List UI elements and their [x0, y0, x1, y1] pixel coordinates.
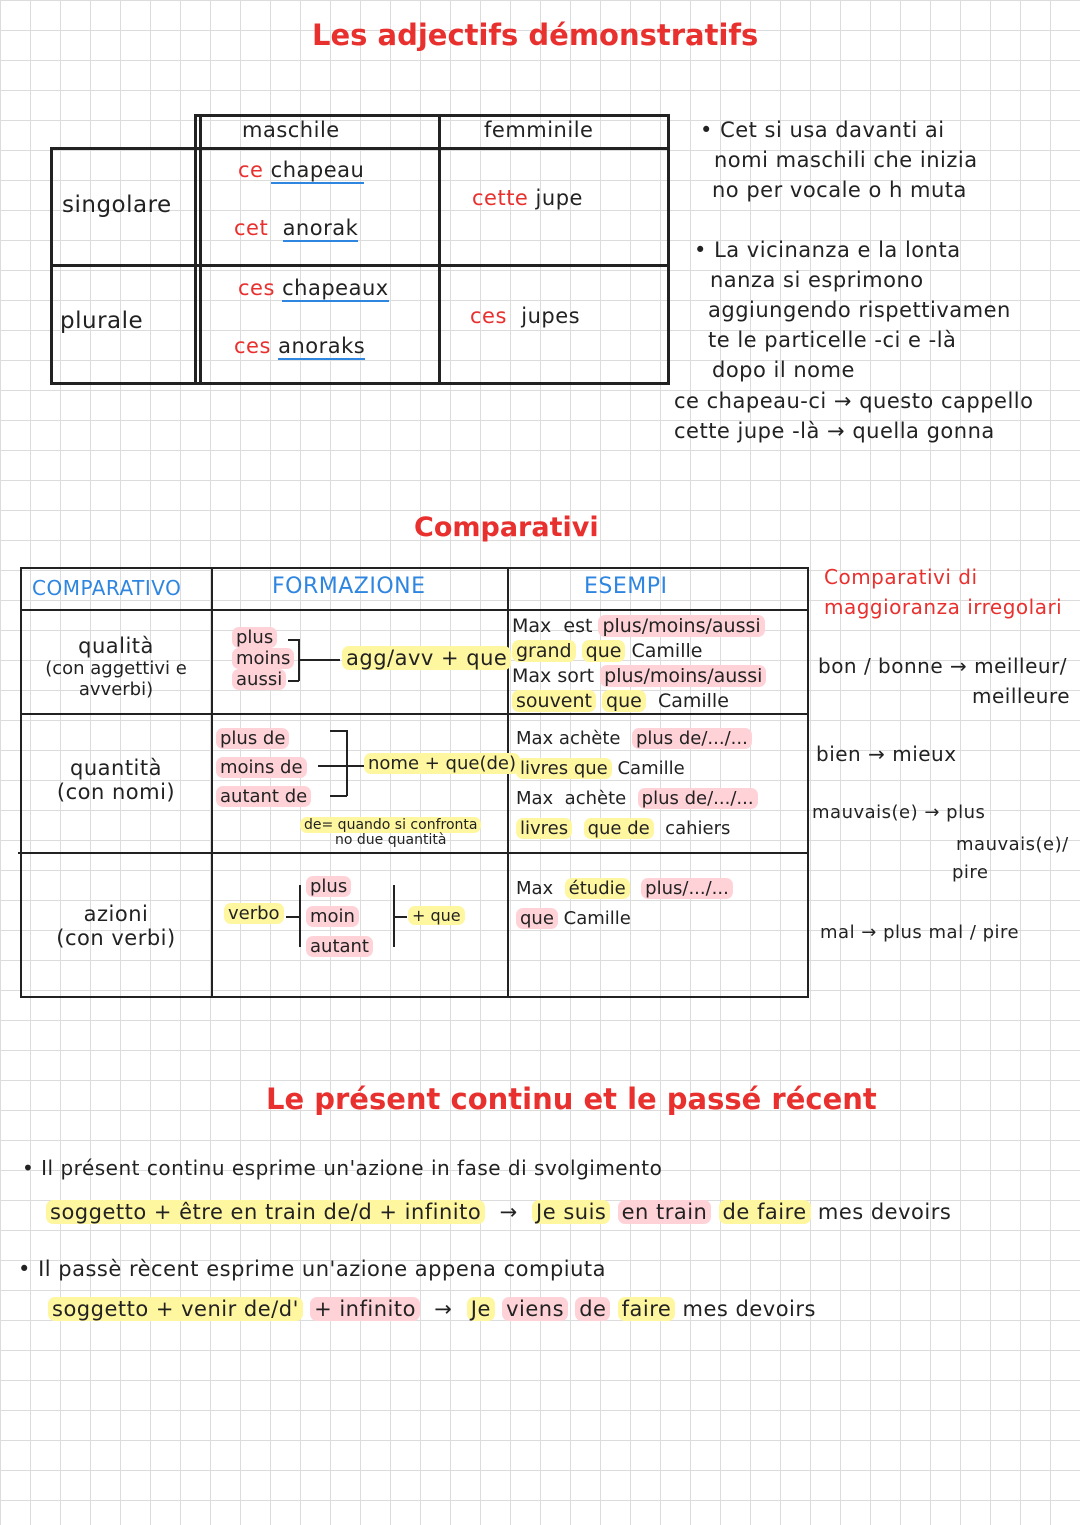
header-comparativo: COMPARATIVO	[32, 576, 182, 600]
formation-qualita-result: agg/avv + que	[342, 646, 511, 670]
note-line: aggiungendo rispettivamen	[708, 298, 1011, 322]
passe-recent-formula: soggetto + venir de/d' + infinito → Je viens de faire mes devoirs	[48, 1297, 816, 1321]
row-label-plurale: plurale	[60, 308, 144, 334]
row-qualita-label: qualità (con aggettivi e avverbi)	[45, 634, 187, 700]
header-esempi: ESEMPI	[584, 574, 668, 599]
cell-ces-chapeaux: ces chapeaux	[238, 276, 389, 300]
present-continu-desc: • Il présent continu esprime un'azione in fase di svolgimento	[22, 1156, 663, 1180]
demonstratifs-title: Les adjectifs démonstratifs	[312, 18, 759, 52]
note-line: dopo il nome	[712, 358, 855, 382]
formation-azioni-result: + que	[408, 906, 465, 925]
cell-ces-jupes: ces jupes	[470, 304, 581, 328]
header-maschile: maschile	[242, 118, 340, 142]
formation-quantita-result: nome + que(de)	[364, 753, 520, 774]
irregolare-line: pire	[952, 862, 989, 883]
irregolare-bon: bon / bonne → meilleur/	[818, 654, 1068, 678]
present-continu-formula: soggetto + être en train de/d + infinito → Je suis en train de faire mes devoirs	[46, 1200, 951, 1224]
formation-azioni-verb: verbo	[224, 903, 284, 924]
note-line: no per vocale o h muta	[712, 178, 967, 202]
header-femminile: femminile	[484, 118, 594, 142]
formation-azioni: plus moin autant	[306, 872, 373, 962]
irregolari-title: Comparativi di maggioranza irregolari	[824, 565, 1063, 619]
example-jupe-la: cette jupe -là → quella gonna	[674, 419, 995, 443]
irregolare-line: mauvais(e)/	[956, 834, 1069, 855]
note-vicinanza: • La vicinanza e la lonta	[694, 238, 961, 262]
cell-cet-anorak: cet anorak	[234, 216, 359, 240]
present-title: Le présent continu et le passé récent	[266, 1082, 877, 1116]
irregolare-mal: mal → plus mal / pire	[820, 922, 1020, 943]
passe-recent-desc: • Il passè rècent esprime un'azione appena compiuta	[18, 1257, 607, 1281]
irregolare-bien: bien → mieux	[816, 742, 957, 766]
examples-azioni: Max étudie plus/.../... que Camille	[516, 874, 733, 934]
formation-qualita: plus moins aussi	[232, 627, 294, 690]
row-azioni-label: azioni (con verbi)	[56, 902, 176, 950]
note-line: te le particelle -ci e -là	[708, 328, 957, 352]
example-chapeau-ci: ce chapeau-ci → questo cappello	[674, 389, 1034, 413]
note-line: nanza si esprimono	[710, 268, 924, 292]
row-label-singolare: singolare	[62, 192, 172, 218]
irregolare-mauvais: mauvais(e) → plus	[812, 802, 986, 823]
examples-qualita: Max est plus/moins/aussi grand que Camille Max sort plus/moins/aussi souvent que Camille	[512, 614, 766, 714]
comparativi-title: Comparativi	[414, 512, 599, 543]
note-cet: • Cet si usa davanti ai	[700, 118, 945, 142]
note-de: de= quando si confronta no due quantità	[300, 818, 481, 848]
header-formazione: FORMAZIONE	[272, 574, 426, 599]
examples-quantita: Max achète plus de/.../... livres que Camille Max achète plus de/.../... livres que de cahiers	[516, 724, 758, 844]
cell-ce-chapeau: ce chapeau	[238, 158, 365, 182]
row-quantita-label: quantità (con nomi)	[56, 756, 176, 804]
formation-quantita: plus de moins de autant de	[216, 724, 311, 811]
cell-ces-anoraks: ces anoraks	[234, 334, 366, 358]
cell-cette-jupe: cette jupe	[472, 186, 583, 210]
note-line: nomi maschili che inizia	[714, 148, 978, 172]
irregolare-line: meilleure	[972, 684, 1071, 708]
